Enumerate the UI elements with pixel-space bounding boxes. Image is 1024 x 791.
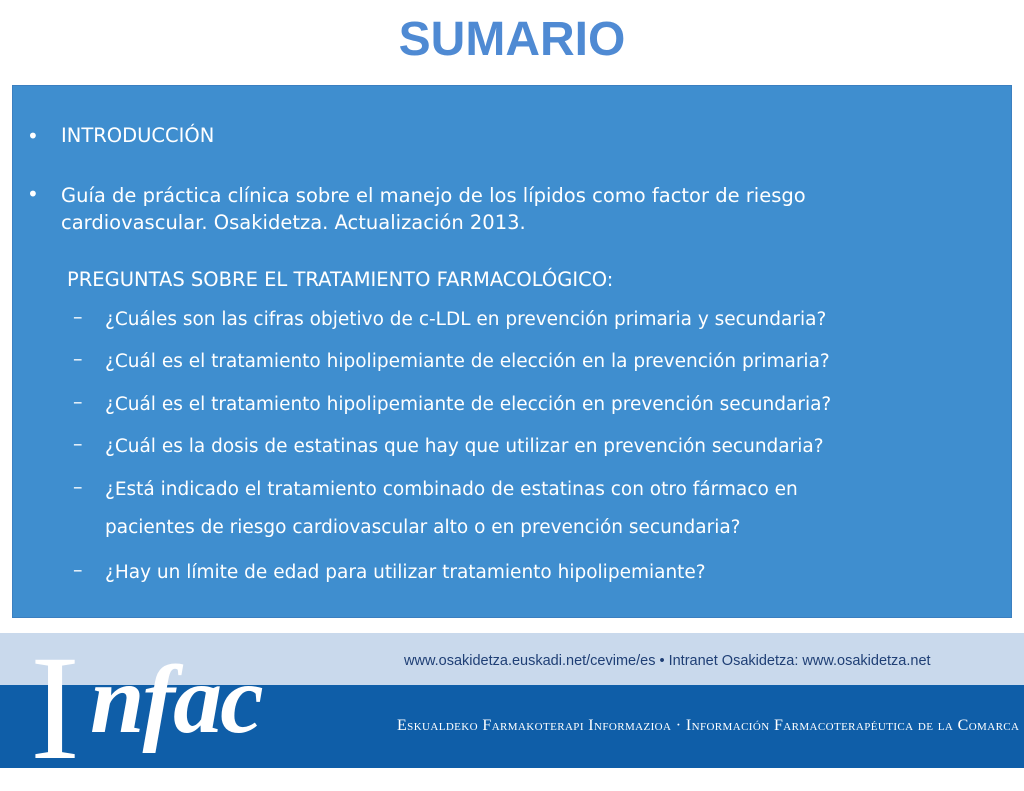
question-item: ¿Hay un límite de edad para utilizar tratamiento hipolipemiante? [105,562,706,583]
summary-panel [12,85,1012,618]
bullet-introduccion: INTRODUCCIÓN [61,124,215,147]
bullet-guia-line1: Guía de práctica clínica sobre el manejo de los lípidos como factor de riesgo [61,184,806,207]
bullet-marker: • [27,182,39,206]
bullet-marker: • [27,124,39,148]
question-marker: – [73,433,83,455]
footer-description: Eskualdeko Farmakoterapi Informazioa · Información Farmacoterapéutica de la Comarca [397,717,1020,734]
question-marker: – [73,559,83,581]
question-item: ¿Cuáles son las cifras objetivo de c-LDL en prevención primaria y secundaria? [105,309,827,330]
infac-logo-text: nfac [90,646,262,754]
question-marker: – [73,391,83,413]
question-item: ¿Cuál es la dosis de estatinas que hay que utilizar en prevención secundaria? [105,436,824,457]
questions-heading: PREGUNTAS SOBRE EL TRATAMIENTO FARMACOLÓGICO: [67,268,614,291]
question-item-line1: ¿Está indicado el tratamiento combinado de estatinas con otro fármaco en [105,479,798,500]
infac-logo-initial: I [30,625,80,791]
question-item-line2: pacientes de riesgo cardiovascular alto o en prevención secundaria? [105,517,741,538]
footer [0,625,1024,791]
question-marker: – [73,348,83,370]
bullet-guia-line2: cardiovascular. Osakidetza. Actualización 2013. [61,211,526,234]
page-title: SUMARIO [398,13,626,66]
question-item: ¿Cuál es el tratamiento hipolipemiante de elección en prevención secundaria? [105,394,832,415]
question-marker: – [73,476,83,498]
footer-links[interactable]: www.osakidetza.euskadi.net/cevime/es • Intranet Osakidetza: www.osakidetza.net [404,653,931,669]
question-item: ¿Cuál es el tratamiento hipolipemiante de elección en la prevención primaria? [105,351,830,372]
question-marker: – [73,306,83,328]
